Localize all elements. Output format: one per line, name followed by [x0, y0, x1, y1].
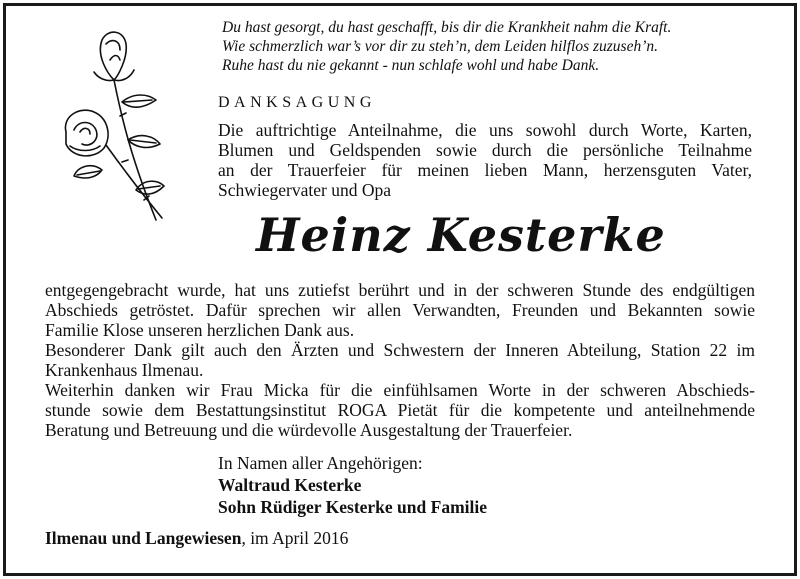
thanks-body	[45, 280, 755, 440]
intro-line: Schwiegervater und Opa	[218, 180, 391, 200]
body-line: Besonderer Dank gilt auch den Ärzten und Schwestern der Inneren Abteilung, Station 22 im	[45, 340, 755, 360]
signature-intro: In Namen aller Angehörigen:	[218, 453, 423, 473]
intro-line: an der Trauerfeier für meinen lieben Mann, herzensguten Vater,	[218, 160, 752, 180]
rose-illustration	[44, 20, 174, 230]
signature-block	[218, 452, 487, 518]
poem-line: Ruhe hast du nie gekannt - nun schlafe wohl und habe Dank.	[222, 57, 600, 74]
deceased-name: Heinz Kesterke	[256, 208, 666, 262]
intro-line: Die auftrichtige Anteilnahme, die uns sowohl durch Worte, Karten,	[218, 120, 752, 140]
place-location: Ilmenau und Langewiesen	[45, 528, 242, 548]
body-line: entgegengebracht wurde, hat uns zutiefst berührt und in der schweren Stunde des endgültigen	[45, 280, 755, 300]
body-line: Beratung und Betreuung und die würdevolle Ausgestaltung der Trauerfeier.	[45, 420, 573, 440]
intro-paragraph	[218, 120, 752, 200]
poem-line: Wie schmerzlich war’s vor dir zu steh’n, dem Leiden hilflos zuzuseh’n.	[222, 38, 658, 55]
signature-name-1: Waltraud Kesterke	[218, 475, 362, 495]
body-line: Abschieds getröstet. Dafür sprechen wir allen Verwandten, Freunden und Bekannten sowie	[45, 300, 755, 320]
place-date	[45, 528, 348, 549]
place-date-text: , im April 2016	[241, 528, 349, 548]
body-line: stunde sowie dem Bestattungsinstitut ROGA Pietät für die kompetente und anteilnehmende	[45, 400, 755, 420]
body-line: Weiterhin danken wir Frau Micka für die einfühlsamen Worte in der schweren Abschieds-	[45, 380, 755, 400]
signature-name-2: Sohn Rüdiger Kesterke und Familie	[218, 497, 488, 517]
body-line: Familie Klose unseren herzlichen Dank aus.	[45, 320, 355, 340]
memorial-poem	[222, 18, 782, 75]
body-line: Krankenhaus Ilmenau.	[45, 360, 204, 380]
poem-line: Du hast gesorgt, du hast geschafft, bis dir die Krankheit nahm die Kraft.	[222, 19, 672, 36]
heading-danksagung: DANKSAGUNG	[218, 94, 376, 111]
intro-line: Blumen und Geldspenden sowie durch die persönliche Teilnahme	[218, 140, 752, 160]
